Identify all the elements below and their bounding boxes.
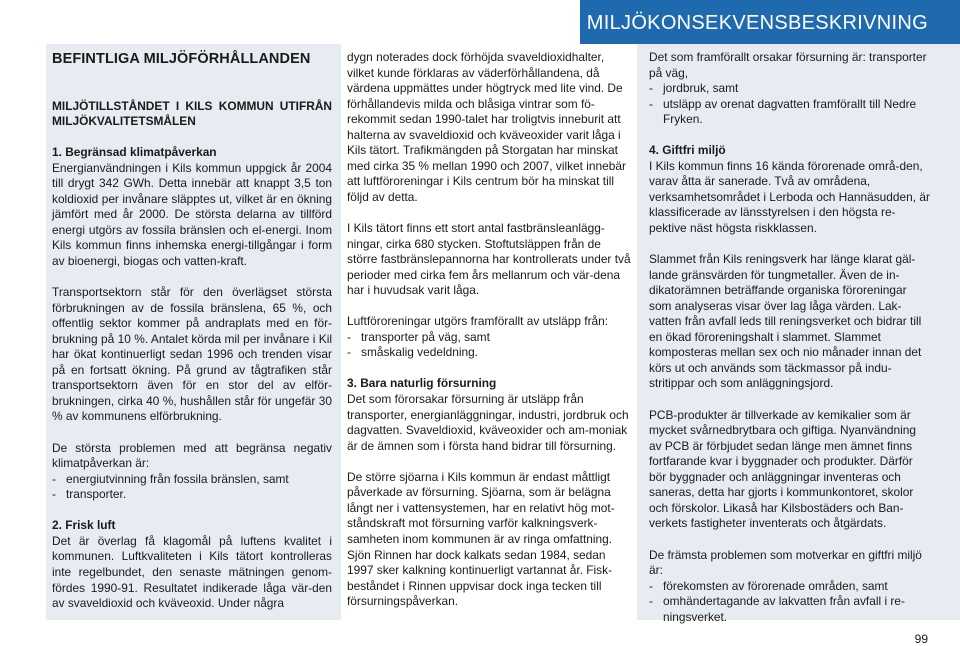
paragraph: Transportsektorn står för den överlägset största förbrukningen av de fossila bränslena, 65 %, och offentlig sektor kommer på andraplats med en för-brukning på 10 %. Antalet körda mil per invånare i Kil har ökat kontinuerligt sedan 1996 och trenden visar på en fortsatt ökning. På grund av tågtrafiken står transportsektorn även för en stor del av elför-brukningen, cirka 40 %, hushållen står för ungefär 30 % av kommunens elförbrukning. <box>52 285 332 424</box>
section-3-title: 3. Bara naturlig försurning <box>347 376 497 391</box>
list-item: - energiutvinning från fossila bränslen, samt <box>52 472 332 488</box>
paragraph: De främsta problemen som motverkar en giftfri miljö är: <box>649 547 922 578</box>
paragraph: I Kils kommun finns 16 kända förorenade områ-den, varav åtta är sanerade. Två av områdena, verksamhetsområdet i Lerboda och Hannäsudden, är klassificerade av länsstyrelsen i den högsta re-pektive näst högsta riskklassen. <box>649 158 930 236</box>
header-band <box>580 0 960 44</box>
list-item: - transporter på väg, samt <box>347 330 631 346</box>
section-heading: BEFINTLIGA MILJÖFÖRHÅLLANDEN <box>52 51 311 67</box>
list-item: - jordbruk, samt <box>649 81 931 97</box>
paragraph: De större sjöarna i Kils kommun är endast måttligt påverkade av försurning. Sjöarna, som är belägna långt ner i vattensystemen, har en relativt hög mot-ståndskraft mot försurning varför kalkningsverk-samheten inom kommunen är av ringa omfattning. Sjön Rinnen har dock kalkats sedan 1984, sedan 1997 sker kalkning kontinuerligt vartannat år. Fisk-beståndet i Rinnen uppvisar dock inga tecken till försurningspåverkan. <box>347 469 615 609</box>
document-title: MILJÖKONSEKVENSBESKRIVNING <box>586 12 928 34</box>
section-2-title: 2. Frisk luft <box>52 518 116 533</box>
paragraph: dygn noterades dock förhöjda svaveldioxidhalter, vilket kunde förklaras av väderförhållandena, då värdena uppmättes under högtryck med lite vind. De förhållandevis milda och blåsiga vintrar som fö-rekommit sedan 1990-talet har troligtvis inneburit att halterna av svaveldioxid och kväveoxider varit låga i Kils tätort. Trafikmängden på Storgatan har minskat med cirka 35 % mellan 1990 och 2007, vilket innebär att luftföroreningar i Kils centrum bör ha minskat till följd av detta. <box>347 50 626 204</box>
paragraph: Slammet från Kils reningsverk har länge klarat gäl-lande gränsvärden för tungmetaller. Även de in-dikatorämnen beträffande organiska föroreningar som analyseras visar över lag låga värden. Lak-vatten från avfall leds till reningsverket och bidrar till en ökad föroreningshalt i slammet. Slammet komposteras mellan sex och nio månader innan det körs ut och används som täckmassor på indu-stritippar och som anläggningsjord. <box>649 252 922 391</box>
paragraph: I Kils tätort finns ett stort antal fastbränsleanlägg-ningar, cirka 680 stycken. Stoftutsläppen från de större fastbränslepannorna har kontrollerats under två perioder med cirka fem års mellanrum och vär-dena har i huvudsak varit låga. <box>347 221 631 298</box>
bullet-list <box>347 330 631 361</box>
bullet-list <box>52 472 332 503</box>
sub-heading: MILJÖTILLSTÅNDET I KILS KOMMUN UTIFRÅN MILJÖKVALITETSMÅLEN <box>52 98 332 129</box>
paragraph: PCB-produkter är tillverkade av kemikalier som är mycket svårnedbrytbara och giftiga. Nyanvändning av PCB är förbjudet sedan länge men ämnet finns fortfarande kvar i byggnader och produkter. Därför bör byggnader och anläggningar inventeras och saneras, detta har gjorts i kommunkontoret, skolor och förskolor. Likaså har Kilsbostäders och Ban-verkets fastigheter inventerats och åtgärdats. <box>649 407 917 531</box>
list-item: - utsläpp av orenat dagvatten framförallt till Nedre Fryken. <box>649 97 931 128</box>
column-2 <box>341 44 637 620</box>
section-4-title: 4. Giftfri miljö <box>649 143 726 158</box>
paragraph: Det som framförallt orsakar försurning är: transporter på väg, <box>649 50 927 80</box>
section-1-title: 1. Begränsad klimatpåverkan <box>52 145 217 160</box>
bullet-list <box>649 81 931 128</box>
paragraph: Luftföroreningar utgörs framförallt av utsläpp från: <box>347 314 609 329</box>
list-item: - transporter. <box>52 487 332 503</box>
page-number: 99 <box>914 632 928 646</box>
list-item: - småskalig vedeldning. <box>347 345 631 361</box>
paragraph: Energianvändningen i Kils kommun uppgick år 2004 till drygt 342 GWh. Detta innebär att knappt 3,5 ton koldioxid per invånare släpptes ut, vilket är en ökning jämfört med år 2000. De största delarna av tillförd energi utgörs av fossila bränslen och el-energi. Inom Kils kommun finns inhemska energi-tillgångar i form av bioenergi, biogas och vatten-kraft. <box>52 160 332 269</box>
column-3 <box>641 44 931 624</box>
paragraph: De största problemen med att begränsa negativ klimatpåverkan är: <box>52 440 332 471</box>
paragraph: Det som förorsakar försurning är utsläpp från transporter, energianläggningar, industri, jordbruk och dagvatten. Svaveldioxid, kväveoxider och am-moniak är de ämnen som i första hand bidrar till försurning. <box>347 392 629 453</box>
bullet-list <box>649 579 931 626</box>
list-item: - omhändertagande av lakvatten från avfall i re-ningsverket. <box>649 594 931 625</box>
list-item: - förekomsten av förorenade områden, samt <box>649 579 931 595</box>
column-1 <box>46 44 332 620</box>
paragraph: Det är överlag få klagomål på luftens kvalitet i kommunen. Luftkvaliteten i Kils tätort kontrolleras inte regelbundet, den senaste mätningen genom-fördes 1990-91. Resultatet indikerade låga vär-den av svaveldioxid och kväveoxid. Under några <box>52 533 332 611</box>
